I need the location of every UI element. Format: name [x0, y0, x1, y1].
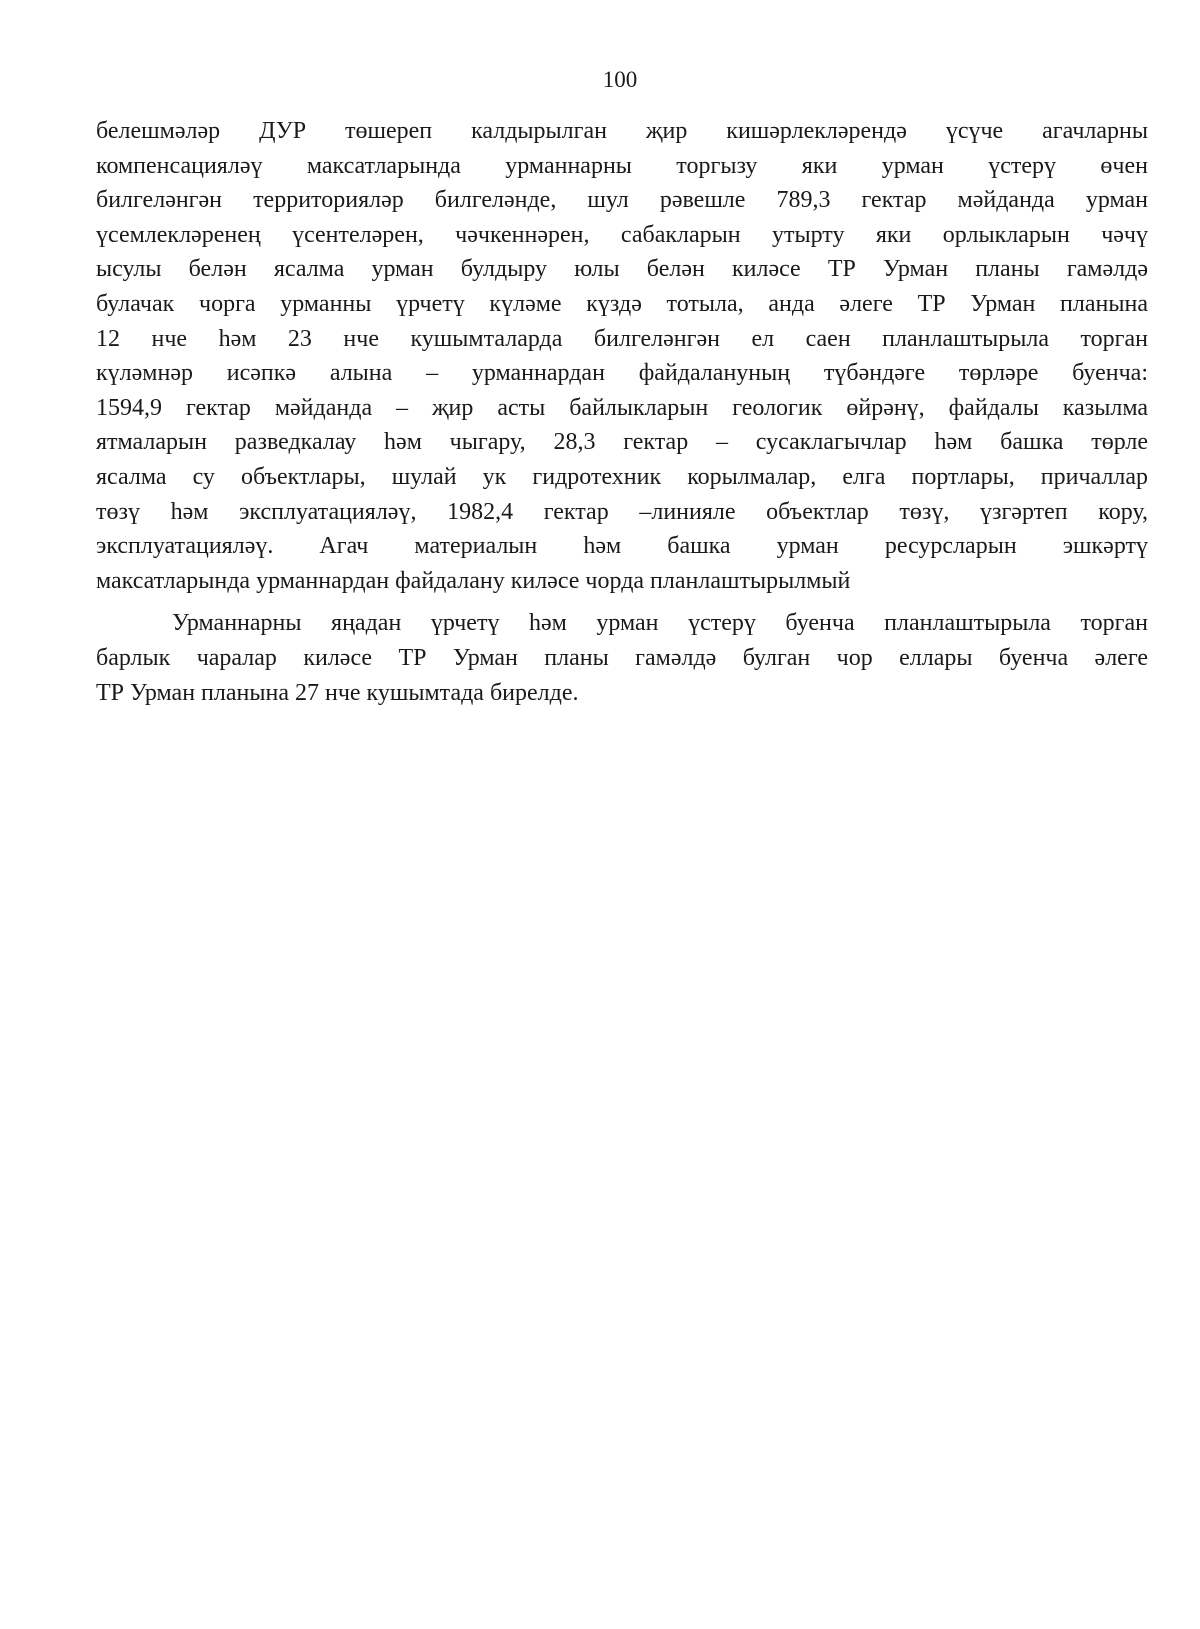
paragraph-2	[96, 606, 1148, 710]
text-line: ТР Урман планына 27 нче кушымтада бирелде.	[96, 679, 579, 706]
text-line: ысулы белән ясалма урман булдыру юлы белән киләсе ТР Урман планы гамәлдә	[96, 256, 1148, 283]
text-line: барлык чаралар киләсе ТР Урман планы гамәлдә булган чор еллары буенча әлеге	[96, 644, 1148, 671]
text-line: максатларында урманнардан файдалану киләсе чорда планлаштырылмый	[96, 567, 851, 594]
text-line: билгеләнгән территорияләр билгеләнде, шул рәвешле 789,3 гектар мәйданда урман	[96, 187, 1148, 214]
paragraph-1	[96, 114, 1148, 598]
body-text	[96, 114, 1148, 718]
text-line: белешмәләр ДУР төшереп калдырылган җир кишәрлекләрендә үсүче агачларны	[96, 118, 1148, 144]
text-line: эксплуатацияләү. Агач материалын һәм башка урман ресурсларын эшкәртү	[96, 533, 1148, 560]
text-line: 1594,9 гектар мәйданда – җир асты байлыкларын геологик өйрәнү, файдалы казылма	[96, 394, 1148, 421]
text-line: күләмнәр исәпкә алына – урманнардан файдалануның түбәндәге төрләре буенча:	[96, 360, 1148, 387]
page-number: 100	[602, 67, 638, 92]
text-line: 12 нче һәм 23 нче кушымталарда билгеләнгән ел саен планлаштырыла торган	[96, 325, 1148, 352]
text-line: ясалма су объектлары, шулай ук гидротехник корылмалар, елга портлары, причаллар	[96, 463, 1148, 490]
text-line: Урманнарны яңадан үрчетү һәм урман үстерү буенча планлаштырыла торган	[172, 610, 1148, 637]
text-line: булачак чорга урманны үрчетү күләме күздә тотыла, анда әлеге ТР Урман планына	[96, 290, 1148, 317]
text-line: компенсацияләү максатларында урманнарны торгызу яки урман үстерү өчен	[96, 152, 1148, 179]
text-line: ятмаларын разведкалау һәм чыгару, 28,3 гектар – сусаклагычлар һәм башка төрле	[96, 429, 1148, 456]
text-line: төзү һәм эксплуатацияләү, 1982,4 гектар –линияле объектлар төзү, үзгәртеп кору,	[96, 498, 1148, 525]
text-line: үсемлекләренең үсентеләрен, чәчкеннәрен, сабакларын утырту яки орлыкларын чәчү	[96, 221, 1148, 248]
